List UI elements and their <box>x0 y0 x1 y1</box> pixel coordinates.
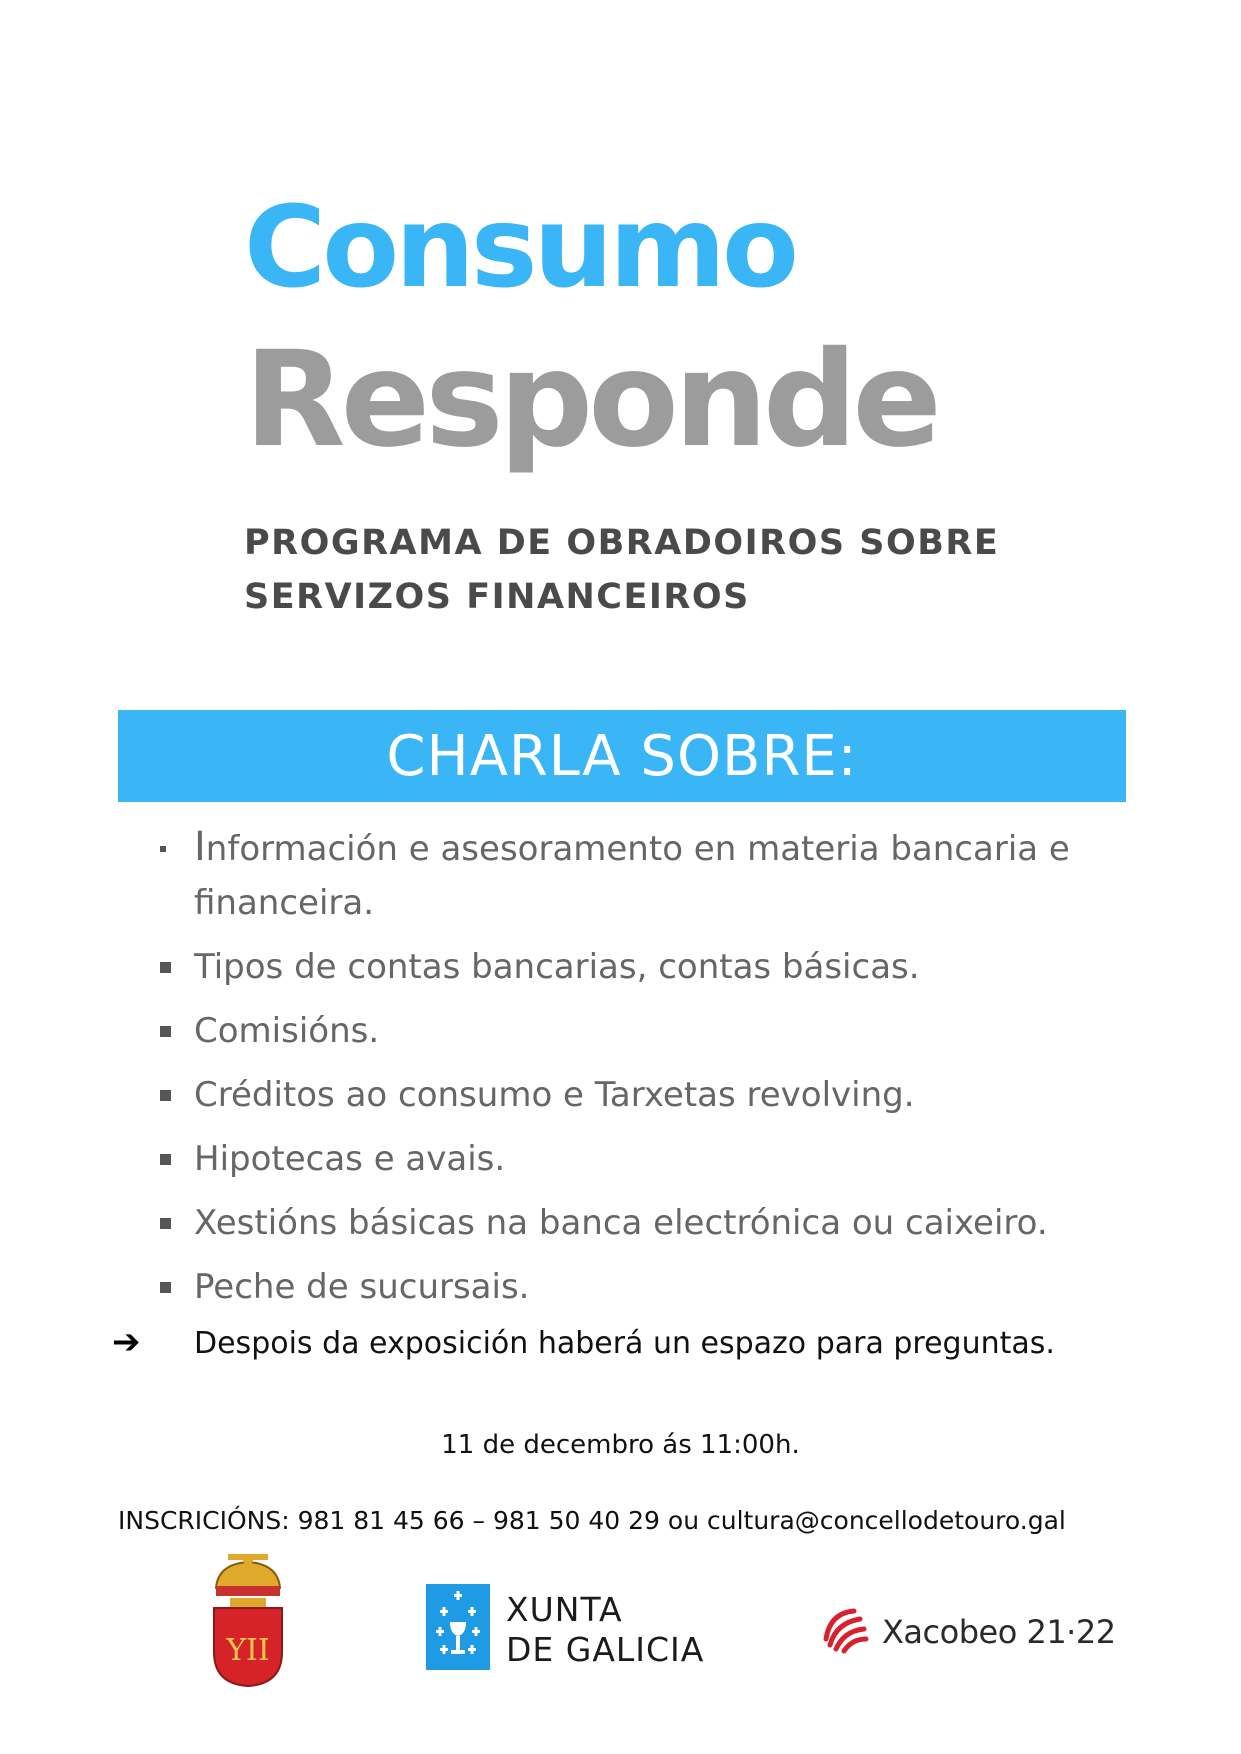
list-item-text: Peche de sucursais. <box>194 1267 530 1307</box>
program-subtitle <box>244 516 1044 624</box>
xunta-de-galicia-logo <box>426 1584 726 1674</box>
note-text: Despois da exposición haberá un espazo para preguntas. <box>194 1326 1055 1361</box>
event-date: 11 de decembro ás 11:00h. <box>441 1430 800 1460</box>
list-item <box>150 1004 1150 1058</box>
list-item <box>150 940 1150 994</box>
topics-list <box>150 820 1150 1324</box>
list-item <box>150 1132 1150 1186</box>
list-item <box>150 1068 1150 1122</box>
coat-of-arms-logo <box>208 1552 288 1688</box>
bullet-icon <box>160 962 171 973</box>
banner-title: CHARLA SOBRE: <box>386 723 858 789</box>
list-item <box>150 1260 1150 1314</box>
xunta-line-2: DE GALICIA <box>506 1630 705 1669</box>
bullet-icon <box>160 846 166 852</box>
bullet-icon <box>160 1026 171 1037</box>
bullet-icon <box>160 1282 171 1293</box>
list-item-text: Xestións básicas na banca electrónica ou caixeiro. <box>194 1203 1048 1243</box>
subtitle-line-2: SERVIZOS FINANCEIROS <box>244 577 750 617</box>
arrow-right-icon: ➔ <box>112 1322 141 1362</box>
talk-banner <box>118 710 1126 802</box>
list-item <box>150 820 1150 930</box>
xunta-text <box>506 1590 704 1670</box>
list-item-text: Créditos ao consumo e Tarxetas revolving. <box>194 1075 915 1115</box>
galicia-flag-icon <box>426 1584 490 1670</box>
brand-title-responde: Responde <box>244 323 937 477</box>
list-item-text: nformación e asesoramento en materia bancaria e financeira. <box>194 829 1070 923</box>
questions-note <box>112 1322 1212 1372</box>
dropcap-letter: I <box>194 824 206 870</box>
list-item <box>150 1196 1150 1250</box>
list-item-text: Hipotecas e avais. <box>194 1139 506 1179</box>
subtitle-line-1: PROGRAMA DE OBRADOIROS SOBRE <box>244 523 1000 563</box>
shield-text: YII <box>226 1633 270 1668</box>
brand-title-consumo: Consumo <box>244 183 795 313</box>
scallop-shell-icon <box>820 1605 872 1657</box>
bullet-icon <box>160 1090 171 1101</box>
list-item-text: Comisións. <box>194 1011 380 1051</box>
bullet-icon <box>160 1218 171 1229</box>
xunta-line-1: XUNTA <box>506 1590 623 1629</box>
xacobeo-text: Xacobeo 21·22 <box>882 1613 1116 1651</box>
registration-contact: INSCRICIÓNS: 981 81 45 66 – 981 50 40 29 ou cultura@concellodetouro.gal <box>118 1506 1066 1535</box>
xacobeo-logo <box>820 1605 1120 1665</box>
bullet-icon <box>160 1154 171 1165</box>
list-item-text: Tipos de contas bancarias, contas básicas. <box>194 947 920 987</box>
